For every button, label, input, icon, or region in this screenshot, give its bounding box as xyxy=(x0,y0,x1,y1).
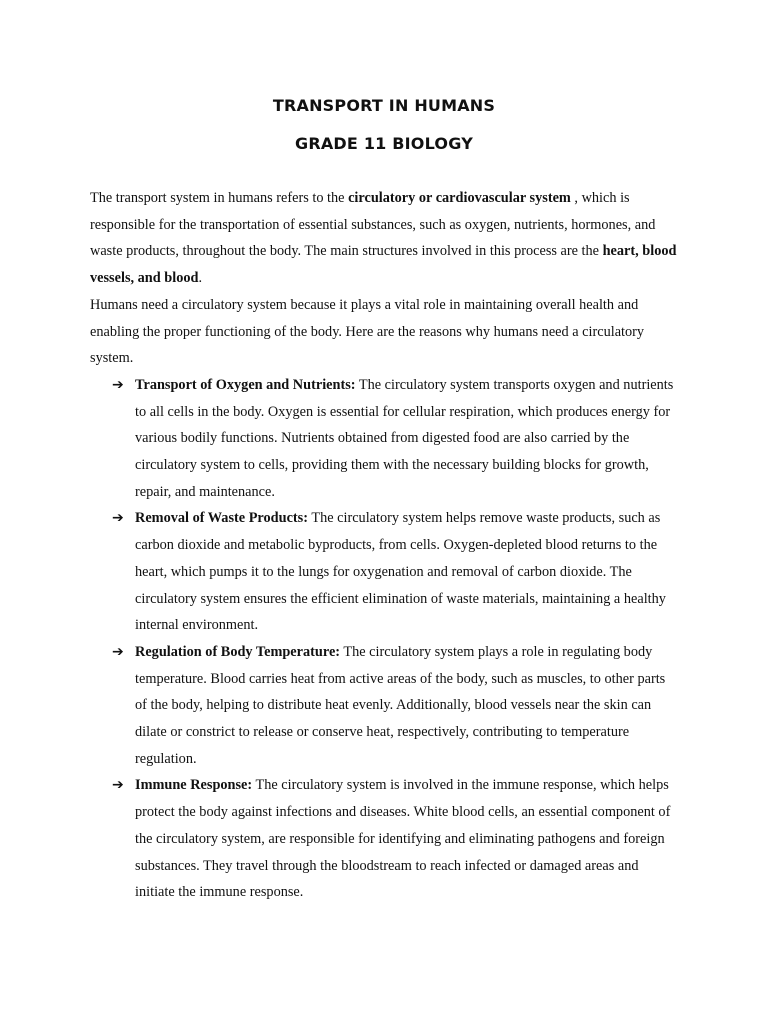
page-subtitle: GRADE 11 BIOLOGY xyxy=(295,134,473,153)
right-arrow-icon: ➔ xyxy=(112,777,124,794)
intro-text-3: . xyxy=(198,270,203,287)
intro-bold-term-1: circulatory or cardiovascular system xyxy=(348,190,571,206)
bullet-heading: Immune Response: xyxy=(135,777,253,794)
list-item xyxy=(90,505,680,639)
bullet-text: The circulatory system plays a role in regulating body temperature. Blood carries heat from active areas of the body, such as muscles, to other parts of the body, helping to distribute heat evenly. Additionally, blood vessels near the skin can dilate or constrict to release or conserve heat, respectively, contributing to temperature regulation. xyxy=(135,643,666,767)
reason-paragraph: Humans need a circulatory system because it plays a vital role in maintaining overall health and enabling the proper functioning of the body. Here are the reasons why humans need a circulatory system. xyxy=(90,296,645,367)
bullet-heading: Regulation of Body Temperature: xyxy=(135,643,341,660)
page-title: TRANSPORT IN HUMANS xyxy=(272,96,496,115)
reasons-list xyxy=(90,372,680,906)
right-arrow-icon: ➔ xyxy=(112,376,124,393)
right-arrow-icon: ➔ xyxy=(112,510,124,527)
intro-text-1: The transport system in humans refers to the xyxy=(90,190,349,206)
bullet-heading: Transport of Oxygen and Nutrients: xyxy=(135,376,356,393)
document-body xyxy=(90,185,680,906)
bullet-heading: Removal of Waste Products: xyxy=(135,510,309,527)
bullet-text: The circulatory system transports oxygen and nutrients to all cells in the body. Oxygen is essential for cellular respiration, which produces energy for various bodily functions. Nutrients obtained from digested food are also carried by the circulatory system to cells, providing them with the necessary building blocks for growth, repair, and maintenance. xyxy=(135,376,674,500)
list-item xyxy=(90,772,680,906)
intro-text-2: , which is responsible for the transportation of essential substances, such as oxygen, nutrients, hormones, and waste products, throughout the body. The main structures involved in this process are the xyxy=(90,190,656,260)
bullet-text: The circulatory system helps remove waste products, such as carbon dioxide and metabolic byproducts, from cells. Oxygen-depleted blood returns to the heart, which pumps it to the lungs for oxygenation and removal of carbon dioxide. The circulatory system ensures the efficient elimination of waste materials, maintaining a healthy internal environment. xyxy=(135,510,666,634)
list-item xyxy=(90,372,680,506)
list-item xyxy=(90,639,680,773)
bullet-text: The circulatory system is involved in the immune response, which helps protect the body against infections and diseases. White blood cells, an essential component of the circulatory system, are responsible for identifying and eliminating pathogens and foreign substances. They travel through the bloodstream to reach infected or damaged areas and initiate the immune response. xyxy=(135,777,671,901)
right-arrow-icon: ➔ xyxy=(112,643,124,660)
intro-paragraph xyxy=(90,185,680,292)
intro-bold-term-2: heart, blood vessels, and blood xyxy=(90,243,677,287)
